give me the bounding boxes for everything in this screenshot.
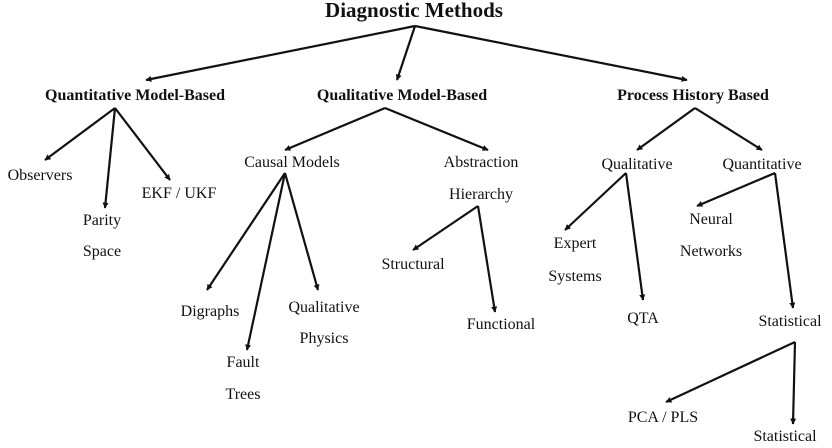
node-abstraction-line1: Abstraction: [443, 154, 519, 171]
node-parity-line2: Space: [82, 243, 122, 260]
node-ekf-ukf: EKF / UKF: [141, 185, 217, 202]
node-functional: Functional: [466, 316, 536, 333]
node-observers: Observers: [7, 167, 73, 184]
node-digraphs: Digraphs: [180, 303, 240, 320]
edge-phquant-neural: [697, 173, 775, 206]
edge-statistical-pca: [666, 342, 795, 402]
edge-phqual-qta: [626, 173, 643, 300]
node-qta: QTA: [627, 310, 659, 327]
node-expert-line1: Expert: [553, 235, 597, 252]
labels: [8, 0, 823, 445]
node-qualphys-line2: Physics: [299, 330, 349, 347]
edge-qual-causal: [285, 108, 385, 150]
node-causal-models: Causal Models: [244, 154, 340, 171]
category-process-history-based: Process History Based: [617, 87, 769, 104]
category-quantitative-model-based: Quantitative Model-Based: [45, 87, 225, 104]
root-label: Diagnostic Methods: [325, 0, 503, 22]
node-expert-line2: Systems: [548, 268, 602, 285]
edge-quant-ekf: [115, 108, 170, 180]
category-qualitative-model-based: Qualitative Model-Based: [316, 87, 488, 104]
edges: [45, 26, 795, 424]
edge-qual-abstraction: [385, 108, 488, 150]
node-abstraction-line2: Hierarchy: [449, 186, 513, 203]
node-neural-line2: Networks: [679, 243, 743, 260]
edge-abstraction-functional: [478, 206, 495, 312]
node-structural: Structural: [381, 256, 445, 273]
node-ph-quantitative: Quantitative: [722, 156, 802, 173]
node-fault-line2: Trees: [225, 386, 261, 403]
node-neural-line1: Neural: [689, 211, 733, 228]
node-statistical: Statistical: [758, 313, 822, 330]
edge-causal-qualphys: [285, 173, 318, 290]
edge-root-qualitative: [397, 26, 415, 80]
node-qualphys-line1: Qualitative: [288, 299, 360, 316]
node-fault-line1: Fault: [226, 354, 260, 371]
edge-quant-observers: [45, 108, 115, 160]
edge-quant-parity: [105, 108, 115, 208]
node-pca-pls: PCA / PLS: [627, 409, 699, 426]
node-statistical-leaf: Statistical: [753, 428, 817, 445]
edge-phquant-statistical: [775, 173, 793, 308]
edge-history-quantitative: [695, 108, 762, 150]
node-ph-qualitative: Qualitative: [601, 156, 673, 173]
edge-root-quantitative: [146, 26, 415, 80]
edge-abstraction-structural: [413, 206, 478, 250]
edge-statistical-leaf: [793, 342, 795, 424]
edge-history-qualitative: [637, 108, 695, 150]
node-parity-line1: Parity: [82, 212, 122, 229]
edge-phqual-expert: [565, 173, 626, 230]
edge-root-history: [415, 26, 687, 80]
